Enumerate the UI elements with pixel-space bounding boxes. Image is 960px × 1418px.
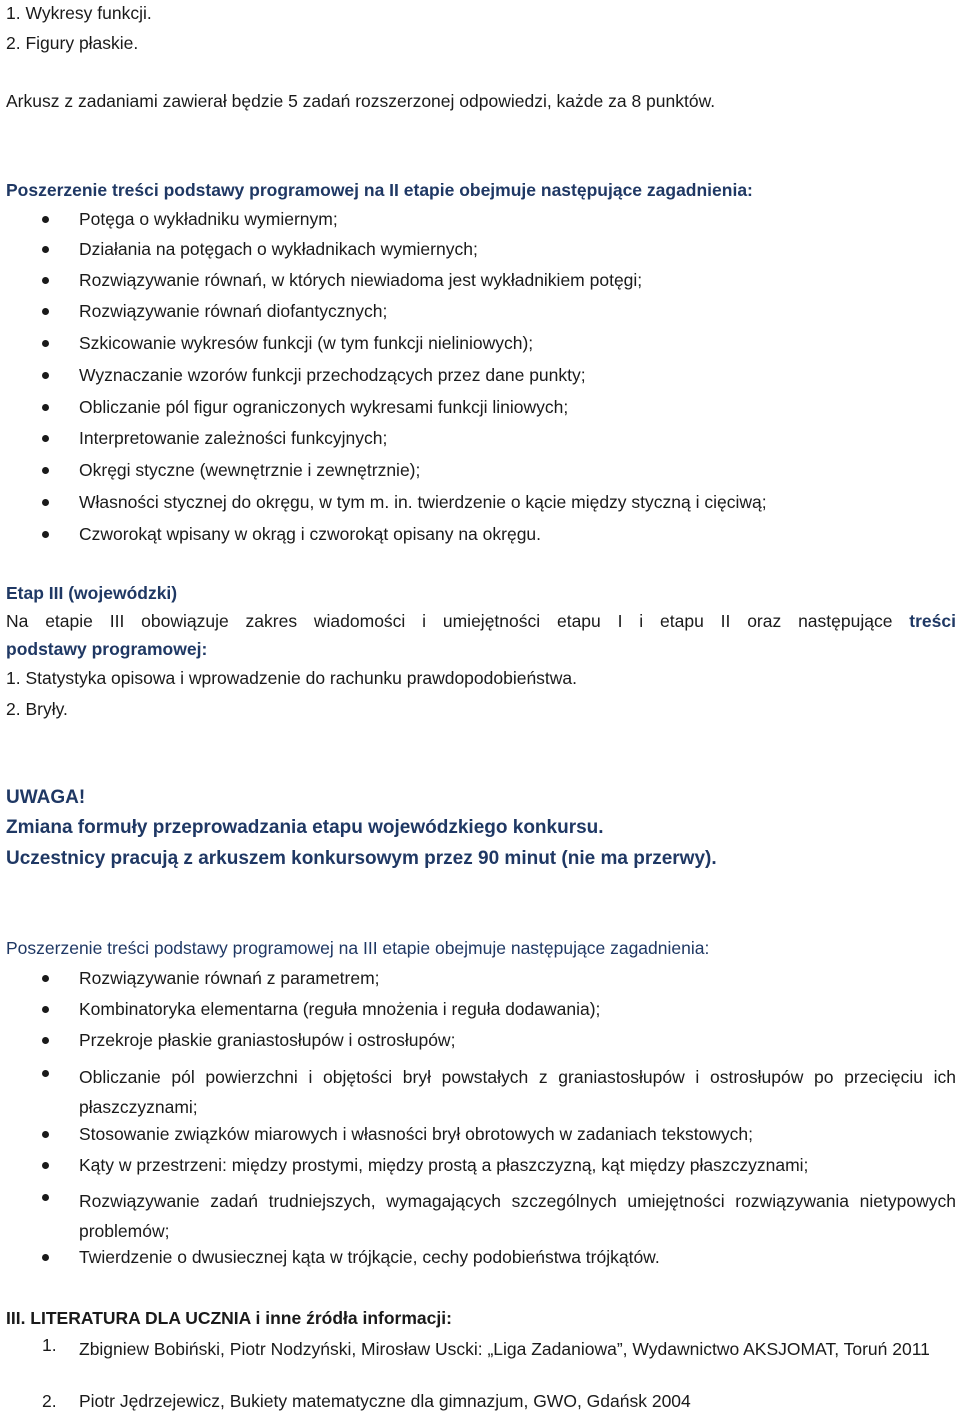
bullet-icon xyxy=(42,1070,49,1077)
bullet-icon xyxy=(42,1037,49,1044)
stage3-list-item: 1. Statystyka opisowa i wprowadzenie do rachunku prawdopodobieństwa. xyxy=(6,668,578,688)
literature-heading: III. LITERATURA DLA UCZNIA i inne źródła informacji: xyxy=(6,1308,452,1328)
bullet-icon xyxy=(42,308,49,315)
bullet-text: Kąty w przestrzeni: między prostymi, między prostą a płaszczyzną, kąt między płaszczyznami; xyxy=(79,1155,809,1175)
stage3-list-item: 2. Bryły. xyxy=(6,699,68,719)
bullet-text: Rozwiązywanie zadań trudniejszych, wymagających szczególnych umiejętności rozwiązywania nietypowych problemów; xyxy=(79,1191,956,1241)
literature-item-number: 2. xyxy=(42,1391,57,1411)
bullet-text: Interpretowanie zależności funkcyjnych; xyxy=(79,428,388,448)
bullet-icon xyxy=(42,277,49,284)
notice-title: UWAGA! xyxy=(6,787,86,808)
bullet-text: Okręgi styczne (wewnętrznie i zewnętrznie); xyxy=(79,460,421,480)
bullet-text: Własności stycznej do okręgu, w tym m. in. twierdzenie o kącie między styczną i cięciwą; xyxy=(79,492,767,512)
bullet-text: Twierdzenie o dwusiecznej kąta w trójkącie, cechy podobieństwa trójkątów. xyxy=(79,1247,660,1267)
top-list-item: 2. Figury płaskie. xyxy=(6,33,139,53)
bullet-text: Szkicowanie wykresów funkcji (w tym funkcji nieliniowych); xyxy=(79,333,534,353)
bullet-icon xyxy=(42,1131,49,1138)
stage3-intro-bold-cont: podstawy programowej: xyxy=(6,639,208,659)
bullet-text: Przekroje płaskie graniastosłupów i ostrosłupów; xyxy=(79,1030,456,1050)
bullet-icon xyxy=(42,1254,49,1261)
bullet-icon xyxy=(42,435,49,442)
stage2-heading: Poszerzenie treści podstawy programowej na II etapie obejmuje następujące zagadnienia: xyxy=(6,180,753,200)
bullet-icon xyxy=(42,216,49,223)
literature-item-text: Piotr Jędrzejewicz, Bukiety matematyczne dla gimnazjum, GWO, Gdańsk 2004 xyxy=(79,1391,691,1411)
bullet-text: Działania na potęgach o wykładnikach wymiernych; xyxy=(79,239,478,259)
bullet-icon xyxy=(42,499,49,506)
bullet-text: Rozwiązywanie równań diofantycznych; xyxy=(79,301,388,321)
bullet-icon xyxy=(42,1162,49,1169)
bullet-icon xyxy=(42,246,49,253)
literature-item-number: 1. xyxy=(42,1335,57,1355)
bullet-text: Rozwiązywanie równań, w których niewiadoma jest wykładnikiem potęgi; xyxy=(79,270,643,290)
bullet-text: Obliczanie pól powierzchni i objętości brył powstałych z graniastosłupów i ostrosłupów po przecięciu ich płaszczyznami; xyxy=(79,1067,956,1117)
stage3-intro xyxy=(6,610,956,632)
bullet-icon xyxy=(42,1194,49,1201)
notice-line: Zmiana formuły przeprowadzania etapu wojewódzkiego konkursu. xyxy=(6,817,604,838)
stage3-intro-bold: treści xyxy=(909,611,956,631)
bullet-icon xyxy=(42,340,49,347)
bullet-text: Czworokąt wpisany w okrąg i czworokąt opisany na okręgu. xyxy=(79,524,542,544)
bullet-text: Stosowanie związków miarowych i własności brył obrotowych w zadaniach tekstowych; xyxy=(79,1124,754,1144)
bullet-text: Wyznaczanie wzorów funkcji przechodzących przez dane punkty; xyxy=(79,365,586,385)
bullet-text: Rozwiązywanie równań z parametrem; xyxy=(79,968,380,988)
bullet-text: Obliczanie pól figur ograniczonych wykresami funkcji liniowych; xyxy=(79,397,569,417)
bullet-icon xyxy=(42,975,49,982)
bullet-icon xyxy=(42,467,49,474)
stage3-ext-heading: Poszerzenie treści podstawy programowej na III etapie obejmuje następujące zagadnienia: xyxy=(6,938,710,958)
bullet-icon xyxy=(42,531,49,538)
bullet-text: Kombinatoryka elementarna (reguła mnożenia i reguła dodawania); xyxy=(79,999,601,1019)
stage3-title: Etap III (wojewódzki) xyxy=(6,583,178,603)
notice-line: Uczestnicy pracują z arkuszem konkursowym przez 90 minut (nie ma przerwy). xyxy=(6,848,717,869)
stage3-intro-text: Na etapie III obowiązuje zakres wiadomości i umiejętności etapu I i etapu II oraz następujące xyxy=(6,611,893,631)
literature-item-text: Zbigniew Bobiński, Piotr Nodzyński, Mirosław Uscki: „Liga Zadaniowa”, Wydawnictwo AKSJOMAT, Toruń 2011 xyxy=(79,1339,930,1359)
bullet-icon xyxy=(42,1006,49,1013)
sheet-note: Arkusz z zadaniami zawierał będzie 5 zadań rozszerzonej odpowiedzi, każde za 8 punktów. xyxy=(6,91,716,111)
bullet-icon xyxy=(42,404,49,411)
bullet-text: Potęga o wykładniku wymiernym; xyxy=(79,209,338,229)
bullet-icon xyxy=(42,372,49,379)
top-list-item: 1. Wykresy funkcji. xyxy=(6,3,152,23)
